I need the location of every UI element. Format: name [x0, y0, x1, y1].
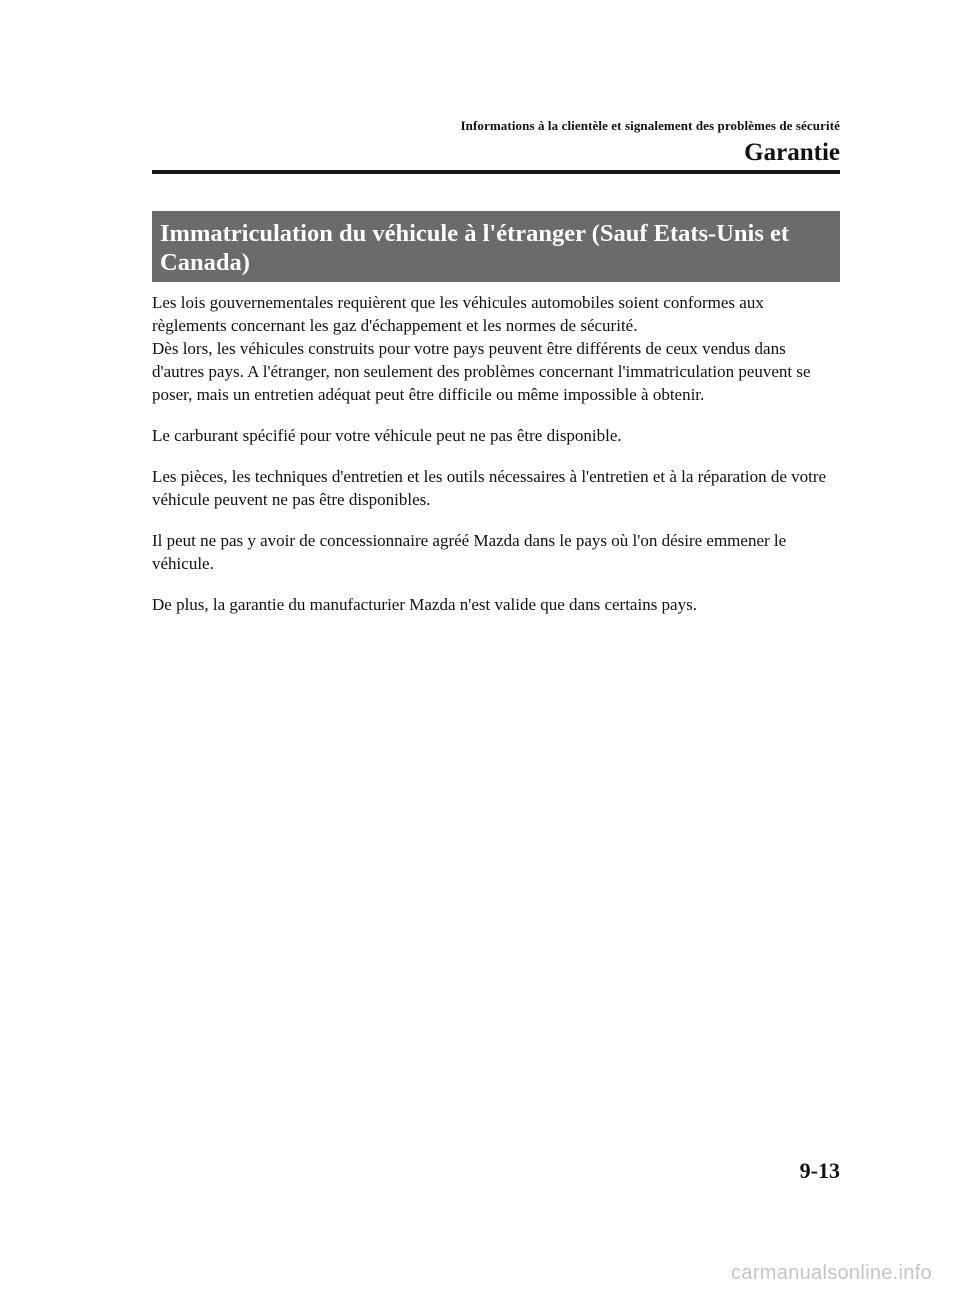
header-divider [152, 170, 840, 174]
paragraph: Il peut ne pas y avoir de concessionnaire agréé Mazda dans le pays où l'on désire emmener le véhicule. [152, 531, 787, 573]
page-number: 9-13 [799, 1158, 840, 1183]
body-text [152, 291, 840, 634]
paragraph: Dès lors, les véhicules construits pour votre pays peuvent être différents de ceux vendus dans d'autres pays. A l'étranger, non seulement des problèmes concernant l'immatriculation peuvent se poser, mais un entretien adéquat peut être difficile ou même impossible à obtenir. [152, 339, 811, 404]
running-header [152, 118, 840, 168]
section-title: Immatriculation du véhicule à l'étranger (Sauf Etats-Unis et Canada) [160, 220, 790, 276]
paragraph: Les pièces, les techniques d'entretien et les outils nécessaires à l'entretien et à la réparation de votre véhicule peuvent ne pas être disponibles. [152, 467, 827, 509]
section-banner [152, 211, 840, 282]
paragraph: Le carburant spécifié pour votre véhicule peut ne pas être disponible. [152, 426, 622, 445]
paragraph: Les lois gouvernementales requièrent que les véhicules automobiles soient conformes aux règlements concernant les gaz d'échappement et les normes de sécurité. [152, 293, 764, 335]
paragraph: De plus, la garantie du manufacturier Mazda n'est valide que dans certains pays. [152, 595, 697, 614]
chapter-title: Garantie [744, 139, 840, 166]
section-path: Informations à la clientèle et signalement des problèmes de sécurité [460, 118, 840, 133]
watermark: carmanualsonline.info [731, 1262, 932, 1284]
